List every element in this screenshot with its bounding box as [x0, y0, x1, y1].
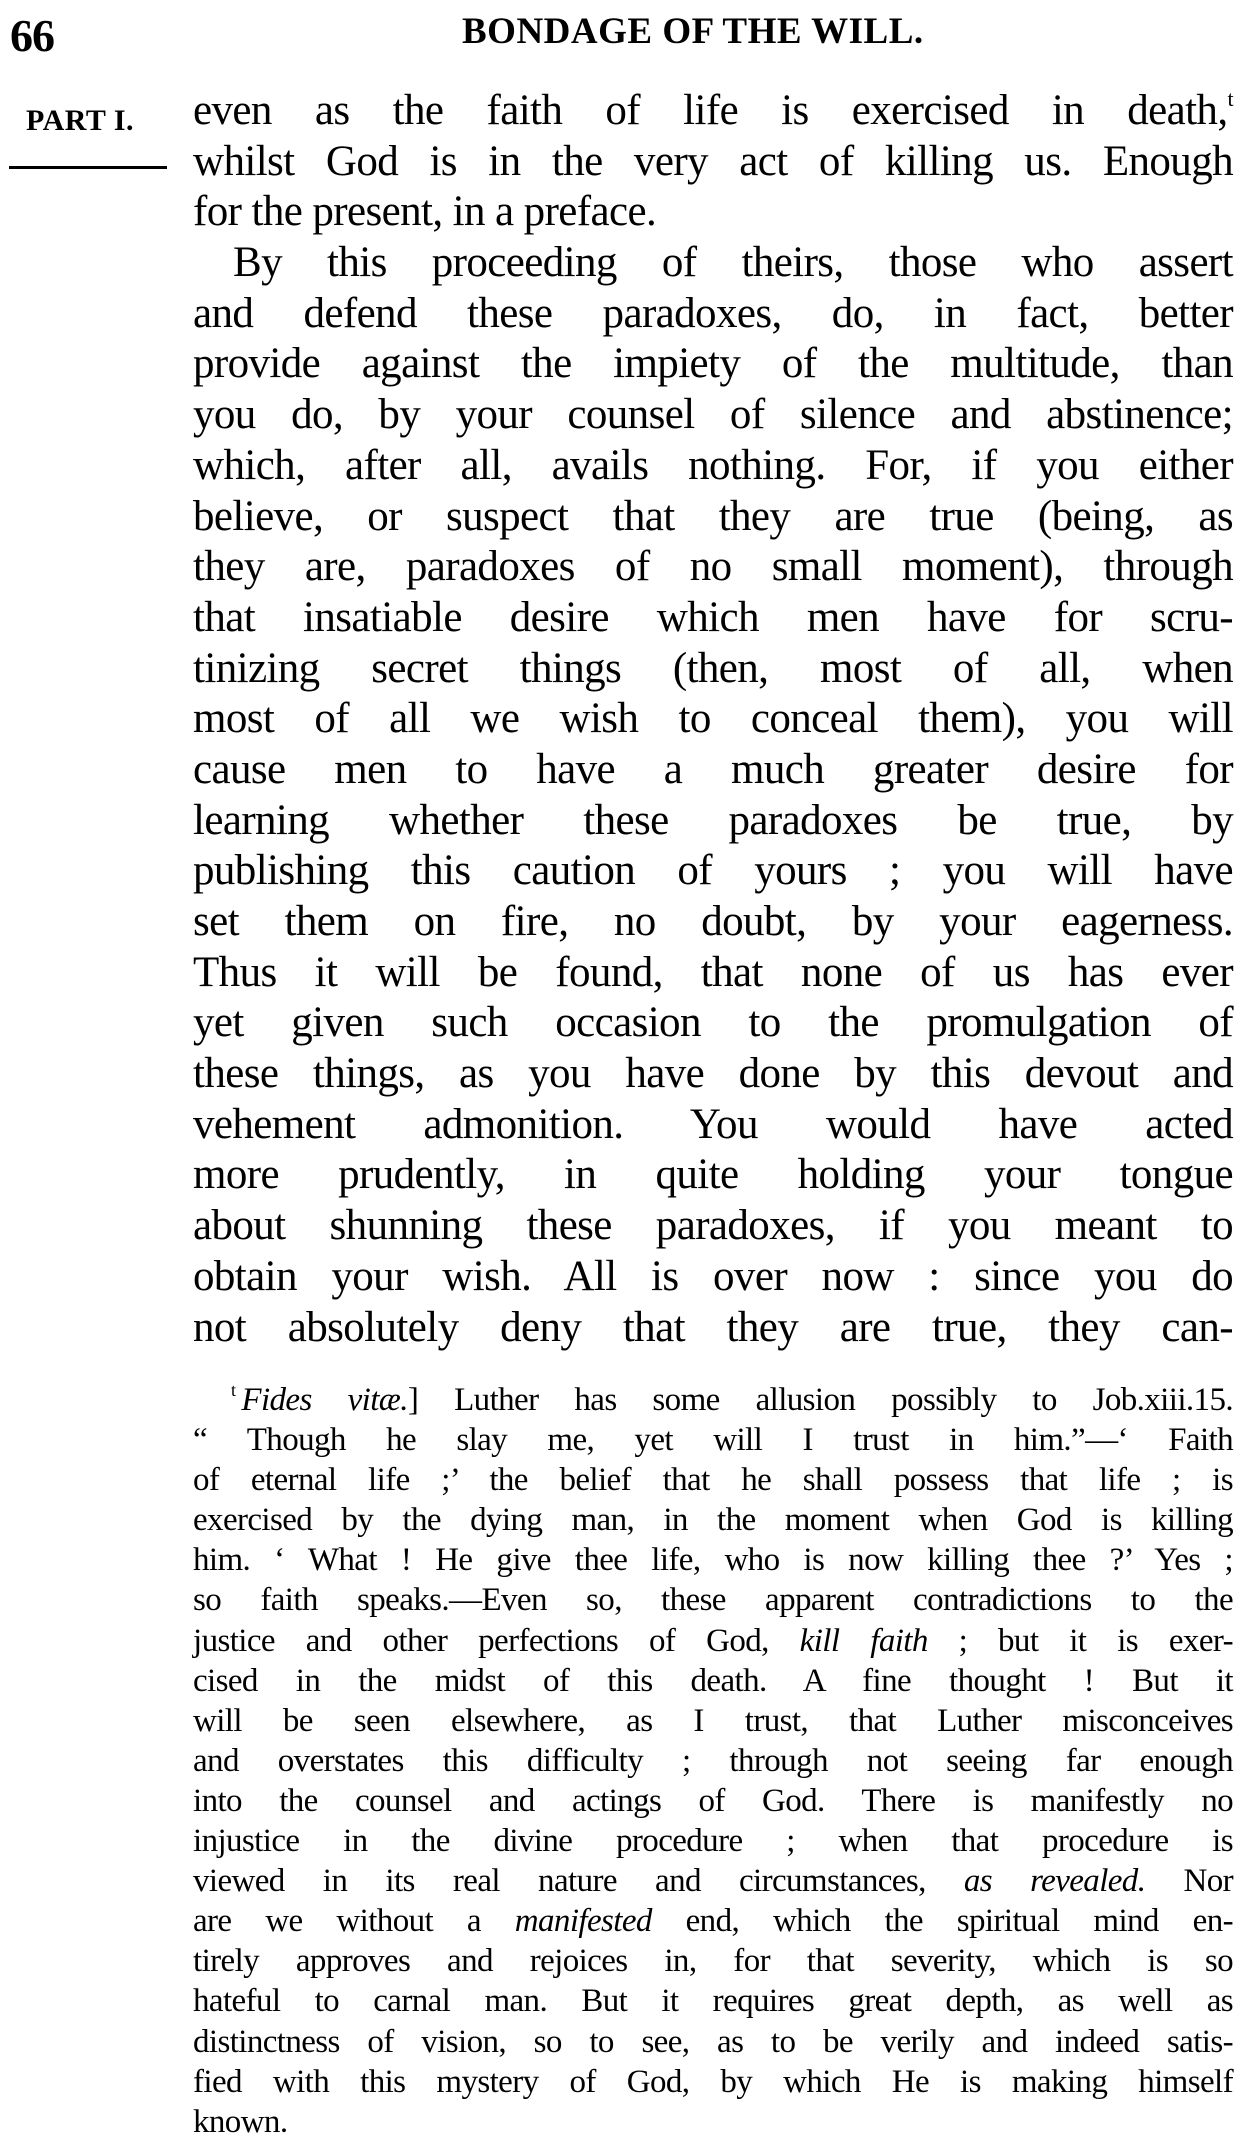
body-line: which, after all, avails nothing. For, if you either — [193, 441, 1233, 489]
footnote-line — [193, 1380, 1233, 1420]
body-line — [193, 86, 1233, 137]
body-line-text: even as the faith of life is exercised in death, — [193, 87, 1228, 134]
footnote-line: into the counsel and actings of God. There is manifestly no — [193, 1782, 1233, 1819]
footnote-line: known. — [193, 2103, 288, 2140]
part-label: PART I. — [26, 104, 135, 137]
footnote-line-text: end, which the spiritual mind en- — [651, 1903, 1233, 1940]
body-line: vehement admonition. You would have acted — [193, 1100, 1233, 1148]
footnote-line: of eternal life ;’ the belief that he shall possess that life ; is — [193, 1462, 1233, 1499]
body-line: that insatiable desire which men have for scru- — [193, 593, 1233, 641]
footnote-line — [193, 1621, 1233, 1661]
body-line: Thus it will be found, that none of us has ever — [193, 948, 1233, 996]
body-line: they are, paradoxes of no small moment), through — [193, 543, 1233, 591]
footnote-line: cised in the midst of this death. A fine thought ! But it — [193, 1662, 1233, 1699]
footnote-reference-mark[interactable]: t — [1227, 86, 1233, 111]
footnote-line-text: are we without a — [193, 1903, 515, 1940]
footnote-line — [193, 1901, 1233, 1941]
body-line: yet given such occasion to the promulgation of — [193, 999, 1233, 1047]
footnote-line: and overstates this difficulty ; through not seeing far enough — [193, 1742, 1233, 1779]
body-text — [193, 86, 1233, 1353]
body-line: most of all we wish to conceal them), you will — [193, 695, 1233, 743]
footnote-line: fied with this mystery of God, by which He is making himself — [193, 2063, 1233, 2100]
footnote-emphasis: kill faith — [799, 1622, 928, 1659]
footnote-marker: t — [231, 1380, 236, 1400]
body-line: provide against the impiety of the multitude, than — [193, 340, 1233, 388]
footnote-line: hateful to carnal man. But it requires great depth, as well as — [193, 1983, 1233, 2020]
footnote — [193, 1380, 1233, 2142]
margin-rule-divider — [9, 166, 167, 169]
body-line: about shunning these paradoxes, if you meant to — [193, 1202, 1233, 1250]
body-line: whilst God is in the very act of killing us. Enough — [193, 137, 1233, 185]
footnote-line: tirely approves and rejoices in, for that severity, which is so — [193, 1943, 1233, 1980]
body-line: believe, or suspect that they are true (being, as — [193, 492, 1233, 540]
footnote-line: will be seen elsewhere, as I trust, that Luther misconceives — [193, 1702, 1233, 1739]
body-line: set them on fire, no doubt, by your eagerness. — [193, 898, 1233, 945]
footnote-line-text: ; but it is exer- — [927, 1622, 1233, 1659]
footnote-emphasis: manifested — [514, 1903, 652, 1940]
body-line: tinizing secret things (then, most of all, when — [193, 644, 1233, 692]
footnote-emphasis: as revealed. — [963, 1863, 1146, 1900]
footnote-lemma: Fides vitæ. — [241, 1382, 408, 1418]
footnote-line: him. ‘ What ! He give thee life, who is now killing thee ?’ Yes ; — [193, 1542, 1233, 1579]
body-line: cause men to have a much greater desire for — [193, 745, 1233, 793]
running-title: BONDAGE OF THE WILL. — [462, 11, 924, 52]
body-line: for the present, in a preface. — [193, 188, 657, 236]
body-line: more prudently, in quite holding your tongue — [193, 1151, 1233, 1199]
body-line: and defend these paradoxes, do, in fact, better — [193, 289, 1233, 337]
footnote-line-text: justice and other perfections of God, — [193, 1622, 800, 1659]
page-number: 66 — [10, 10, 54, 61]
paragraph-start-line: By this proceeding of theirs, those who assert — [233, 239, 1233, 287]
body-line: learning whether these paradoxes be true, by — [193, 796, 1233, 844]
body-line: not absolutely deny that they are true, they can- — [193, 1303, 1233, 1351]
footnote-line: so faith speaks.—Even so, these apparent contradictions to the — [193, 1582, 1233, 1619]
body-line: you do, by your counsel of silence and abstinence; — [193, 391, 1233, 439]
footnote-line: “ Though he slay me, yet will I trust in him.”—‘ Faith — [193, 1422, 1233, 1459]
footnote-line — [193, 1861, 1233, 1901]
footnote-line-text: viewed in its real nature and circumstances, — [193, 1863, 964, 1900]
body-line: these things, as you have done by this devout and — [193, 1050, 1233, 1098]
footnote-line-text: ] Luther has some allusion possibly to Job.xiii.15. — [407, 1382, 1233, 1418]
footnote-line-text: Nor — [1145, 1863, 1233, 1900]
footnote-line: injustice in the divine procedure ; when that procedure is — [193, 1823, 1233, 1860]
body-line: publishing this caution of yours ; you will have — [193, 847, 1233, 895]
footnote-line: exercised by the dying man, in the moment when God is killing — [193, 1502, 1233, 1539]
footnote-line: distinctness of vision, so to see, as to be verily and indeed satis- — [193, 2023, 1233, 2060]
body-line: obtain your wish. All is over now : since you do — [193, 1252, 1233, 1300]
